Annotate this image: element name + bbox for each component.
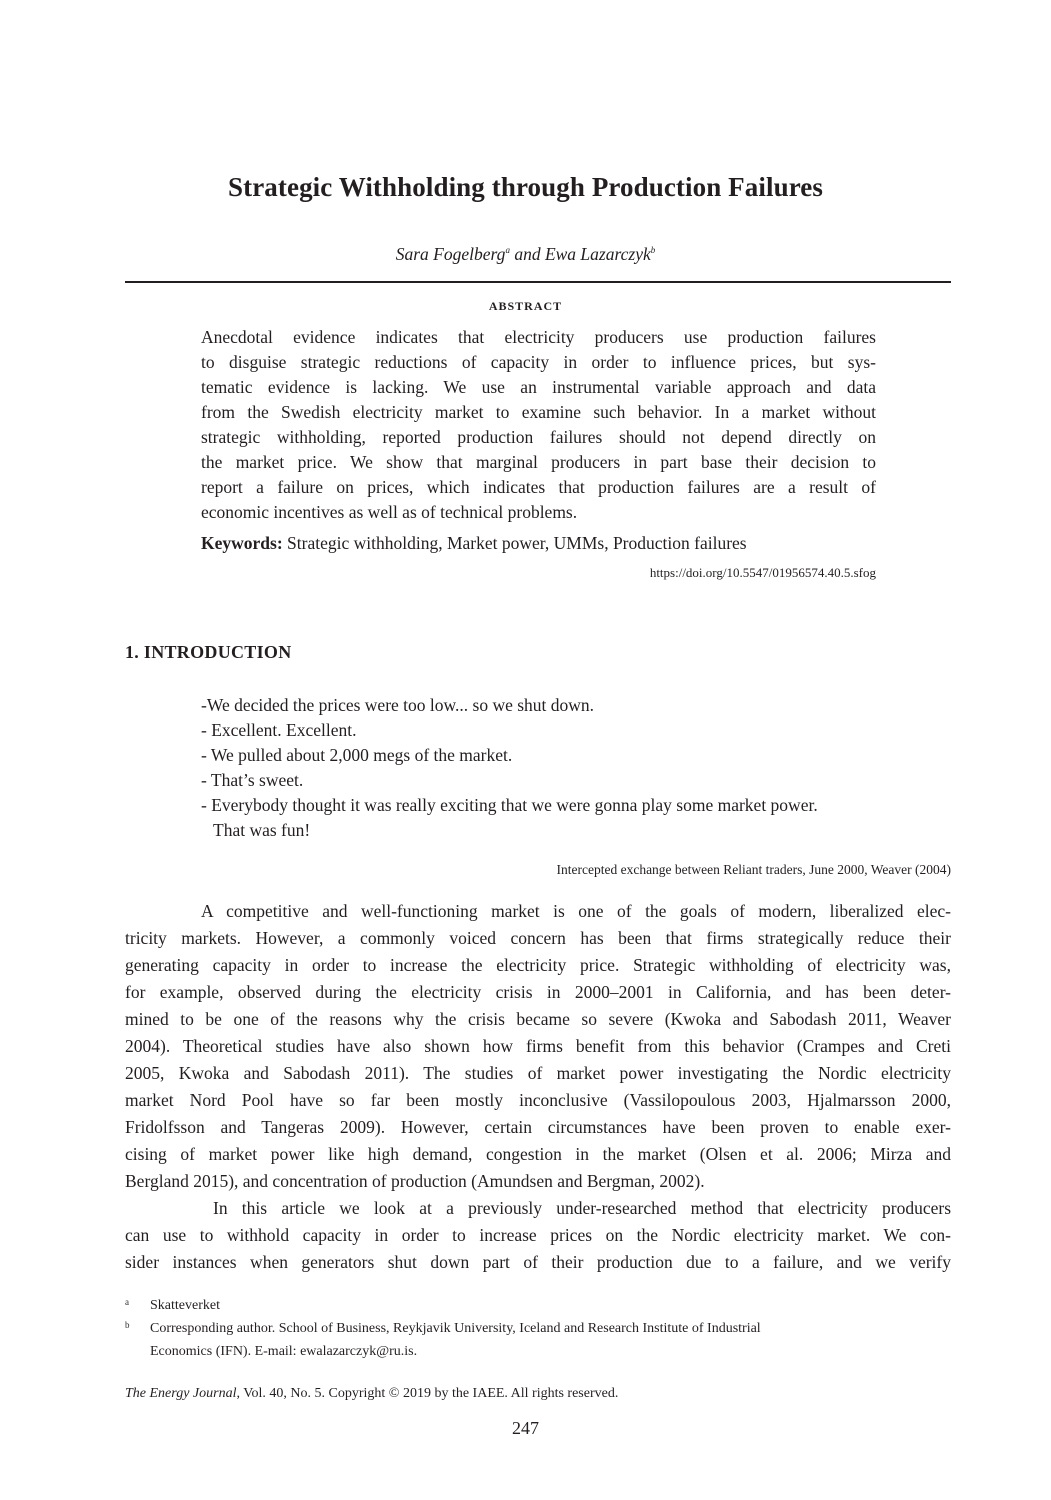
section-heading: 1. INTRODUCTION <box>125 642 292 662</box>
footnote-text: Economics (IFN). E-mail: ewalazarczyk@ru.is. <box>150 1344 418 1359</box>
abstract-line: to disguise strategic reductions of capacity in order to influence prices, but sys- <box>201 352 876 372</box>
author-2: Ewa Lazarczyk <box>544 244 651 264</box>
paper-title: Strategic Withholding through Production Failures <box>228 172 823 202</box>
author-1: Sara Fogelberg <box>395 244 506 264</box>
epigraph-line: -We decided the prices were too low... so we shut down. <box>201 695 595 715</box>
keywords <box>201 531 876 556</box>
journal-name: The Energy Journal <box>125 1386 237 1401</box>
abstract-line: the market price. We show that marginal producers in part base their decision to <box>201 452 876 472</box>
abstract-heading: ABSTRACT <box>488 299 563 313</box>
epigraph-line: - Everybody thought it was really exciting that we were gonna play some market power. <box>201 795 818 815</box>
doi-link[interactable]: https://doi.org/10.5547/01956574.40.5.sfog <box>649 565 876 580</box>
author-1-mark: a <box>505 245 510 255</box>
body-line: generating capacity in order to increase the electricity price. Strategic withholding of electricity was, <box>125 955 951 975</box>
keywords-list: Strategic withholding, Market power, UMMs, Production failures <box>282 533 747 553</box>
body-line: Fridolfsson and Tangeras 2009). However, certain circumstances have been proven to enable exer- <box>125 1117 951 1137</box>
epigraph-line: - Excellent. Excellent. <box>201 720 357 740</box>
footnote-text: Corresponding author. School of Business, Reykjavik University, Iceland and Research Institute of Industrial <box>150 1321 761 1336</box>
body-line: cising of market power like high demand, congestion in the market (Olsen et al. 2006; Mirza and <box>125 1144 951 1164</box>
abstract-text <box>201 325 876 525</box>
body-line: tricity markets. However, a commonly voiced concern has been that firms strategically reduce their <box>125 928 951 948</box>
footnote <box>125 1317 951 1340</box>
footnote <box>125 1294 951 1317</box>
keywords-label: Keywords: <box>201 533 283 553</box>
footnote-mark: a <box>125 1297 129 1307</box>
footnote-mark: b <box>125 1320 130 1330</box>
body-line: 2005, Kwoka and Sabodash 2011). The studies of market power investigating the Nordic electricity <box>125 1063 951 1083</box>
footnotes <box>125 1294 951 1363</box>
abstract-line: report a failure on prices, which indicates that production failures are a result of <box>201 477 876 497</box>
body-line: Bergland 2015), and concentration of production (Amundsen and Bergman, 2002). <box>125 1171 705 1191</box>
body-line: market Nord Pool have so far been mostly inconclusive (Vassilopoulous 2003, Hjalmarsson 2000, <box>125 1090 951 1110</box>
abstract-line: Anecdotal evidence indicates that electricity producers use production failures <box>201 327 876 347</box>
journal-details: , Vol. 40, No. 5. Copyright © 2019 by the IAEE. All rights reserved. <box>236 1386 619 1401</box>
body-line: mined to be one of the reasons why the crisis became so severe (Kwoka and Sabodash 2011, Weaver <box>125 1009 951 1029</box>
footnote-continuation <box>125 1340 951 1363</box>
epigraph-line: - That’s sweet. <box>201 770 304 790</box>
body-line: can use to withhold capacity in order to increase prices on the Nordic electricity market. We con- <box>125 1225 951 1245</box>
body-line: for example, observed during the electricity crisis in 2000–2001 in California, and has been deter- <box>125 982 951 1002</box>
author-line <box>0 244 1051 265</box>
epigraph-line: That was fun! <box>213 820 311 840</box>
abstract-line: economic incentives as well as of technical problems. <box>201 502 578 522</box>
body-line: In this article we look at a previously under-researched method that electricity producers <box>213 1198 951 1218</box>
body-text <box>125 898 951 1276</box>
author-conjunction: and <box>509 244 545 264</box>
abstract-line: tematic evidence is lacking. We use an instrumental variable approach and data <box>201 377 876 397</box>
body-line: A competitive and well-functioning market is one of the goals of modern, liberalized elec- <box>201 901 951 921</box>
page-number: 247 <box>512 1418 539 1438</box>
journal-citation <box>125 1386 618 1402</box>
epigraph-line: - We pulled about 2,000 megs of the market. <box>201 745 513 765</box>
epigraph <box>201 693 951 843</box>
epigraph-attribution: Intercepted exchange between Reliant traders, June 2000, Weaver (2004) <box>556 862 951 877</box>
author-2-mark: b <box>650 245 656 255</box>
abstract-line: from the Swedish electricity market to examine such behavior. In a market without <box>201 402 876 422</box>
body-line: 2004). Theoretical studies have also shown how firms benefit from this behavior (Crampes and Creti <box>125 1036 951 1056</box>
footnote-text: Skatteverket <box>150 1298 220 1313</box>
abstract-line: strategic withholding, reported production failures should not depend directly on <box>201 427 876 447</box>
header-rule <box>125 281 951 283</box>
body-line: sider instances when generators shut down part of their production due to a failure, and we verify <box>125 1252 951 1272</box>
